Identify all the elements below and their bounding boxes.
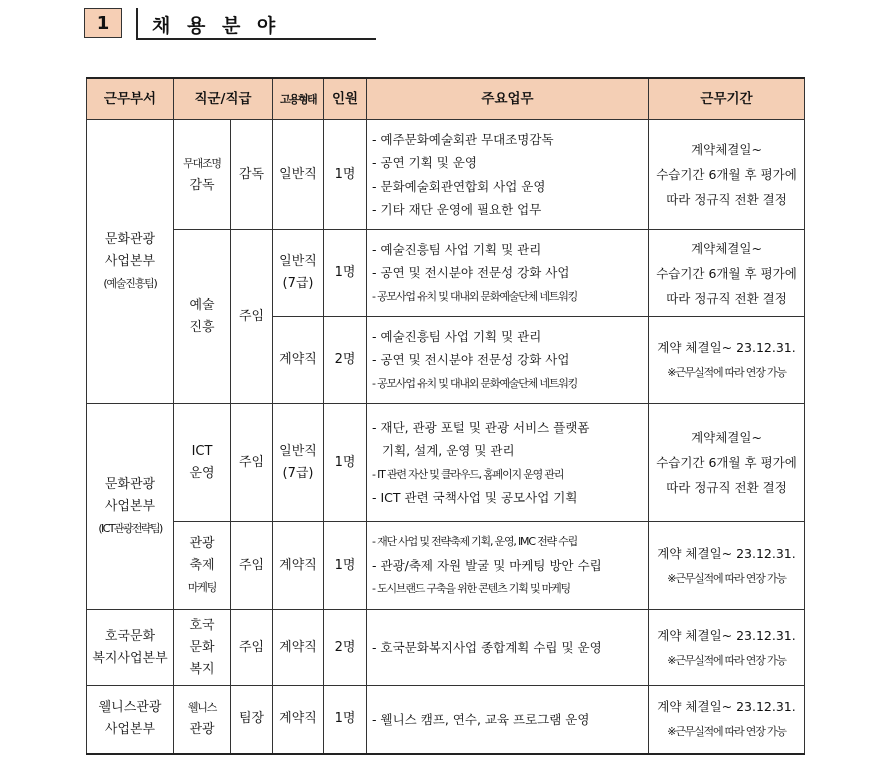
grade-cell: 감독 [231,120,273,230]
header-dept: 근무부서 [87,78,174,120]
grade-cell: 주임 [231,610,273,686]
job-cell: 무대조명 감독 [174,120,231,230]
job-cell: ICT 운영 [174,404,231,522]
type-cell: 일반직 (7급) [273,230,324,317]
job-cell: 예술 진흥 [174,230,231,404]
type-cell: 계약직 [273,522,324,610]
grade-cell: 팀장 [231,686,273,754]
grade-cell: 주임 [231,522,273,610]
duties-cell: - 예술진흥팀 사업 기획 및 관리 - 공연 및 전시분야 전문성 강화 사업 - 공모사업 유치 및 대내외 문화예술단체 네트워킹 [367,230,649,317]
header-duties: 주요업무 [367,78,649,120]
type-cell: 계약직 [273,686,324,754]
period-cell: 계약체결일~ 수습기간 6개월 후 평가에 따라 정규직 전환 결정 [649,230,805,317]
table-row [87,230,805,317]
duties-cell: - 예술진흥팀 사업 기획 및 관리 - 공연 및 전시분야 전문성 강화 사업 - 공모사업 유치 및 대내외 문화예술단체 네트워킹 [367,317,649,404]
type-cell: 일반직 [273,120,324,230]
section-title-frame [136,8,376,40]
grade-cell: 주임 [231,404,273,522]
job-cell: 웰니스 관광 [174,686,231,754]
table-row [87,404,805,522]
section-title: 채 용 분 야 [152,15,281,37]
type-cell: 일반직 (7급) [273,404,324,522]
table-row [87,610,805,686]
recruitment-table [86,77,805,755]
count-cell: 1명 [324,120,367,230]
job-cell: 호국 문화 복지 [174,610,231,686]
duties-cell: - 예주문화예술회관 무대조명감독 - 공연 기획 및 운영 - 문화예술회관연합회 사업 운영 - 기타 재단 운영에 필요한 업무 [367,120,649,230]
grade-cell: 주임 [231,230,273,404]
count-cell: 1명 [324,686,367,754]
period-cell: 계약 체결일~ 23.12.31. ※근무실적에 따라 연장 가능 [649,610,805,686]
table-header-row [87,78,805,120]
period-cell: 계약 체결일~ 23.12.31. ※근무실적에 따라 연장 가능 [649,686,805,754]
table-row [87,522,805,610]
duties-cell: - 재단, 관광 포털 및 관광 서비스 플랫폼 기획, 설계, 운영 및 관리 - IT 관련 자산 및 클라우드, 홈페이지 운영 관리 - ICT 관련 국책사업 및 공모사업 기획 [367,404,649,522]
duties-cell: - 호국문화복지사업 종합계획 수립 및 운영 [367,610,649,686]
count-cell: 1명 [324,230,367,317]
header-job: 직군/직급 [174,78,273,120]
count-cell: 1명 [324,522,367,610]
header-count: 인원 [324,78,367,120]
count-cell: 2명 [324,610,367,686]
dept-cell: 호국문화 복지사업본부 [87,610,174,686]
header-type: 고용형태 [273,78,324,120]
count-cell: 2명 [324,317,367,404]
table-row [87,686,805,754]
type-cell: 계약직 [273,317,324,404]
period-cell: 계약체결일~ 수습기간 6개월 후 평가에 따라 정규직 전환 결정 [649,404,805,522]
duties-cell: - 웰니스 캠프, 연수, 교육 프로그램 운영 [367,686,649,754]
table-row [87,120,805,230]
dept-cell: 웰니스관광 사업본부 [87,686,174,754]
count-cell: 1명 [324,404,367,522]
duties-cell: - 재단 사업 및 전략축제 기획, 운영, IMC 전략 수립 - 관광/축제 자원 발굴 및 마케팅 방안 수립 - 도시브랜드 구축을 위한 콘텐츠 기획 및 마케팅 [367,522,649,610]
period-cell: 계약체결일~ 수습기간 6개월 후 평가에 따라 정규직 전환 결정 [649,120,805,230]
section-number: 1 [84,8,122,38]
job-cell: 관광 축제 마케팅 [174,522,231,610]
period-cell: 계약 체결일~ 23.12.31. ※근무실적에 따라 연장 가능 [649,522,805,610]
dept-cell: 문화관광 사업본부 (ICT관광전략팀) [87,404,174,610]
dept-cell: 문화관광 사업본부 (예술진흥팀) [87,120,174,404]
period-cell: 계약 체결일~ 23.12.31. ※근무실적에 따라 연장 가능 [649,317,805,404]
header-period: 근무기간 [649,78,805,120]
type-cell: 계약직 [273,610,324,686]
